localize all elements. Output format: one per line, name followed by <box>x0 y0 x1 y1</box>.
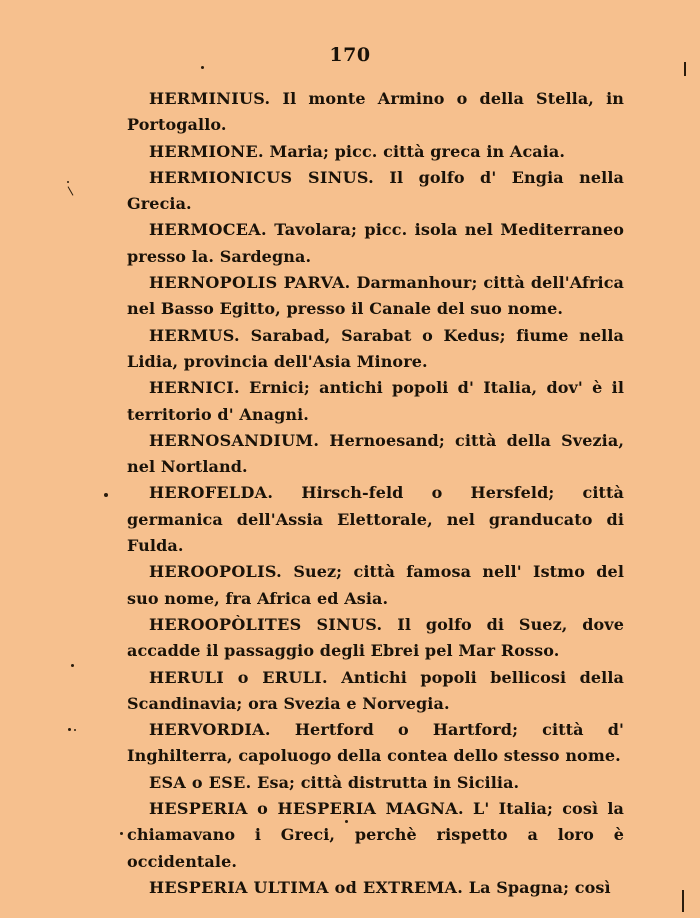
headword: HERNICI. <box>149 378 240 398</box>
headword: HEROOPOLIS. <box>149 562 283 582</box>
entry-text: Tavolara; picc. isola nel Mediterraneo presso la. Sardegna. <box>127 220 624 266</box>
entry-text: Il golfo di Suez, dove accadde il passaggio degli Ebrei pel Mar Rosso. <box>127 614 624 661</box>
headword: HESPERIA ULTIMA od EXTREMA. <box>149 877 464 897</box>
entry-text: Darmanhour; città dell'Africa nel Basso Egitto, presso il Canale del suo nome. <box>127 273 624 319</box>
entry-text: Ernici; antichi popoli d' Italia, dov' è il territorio d' Anagni. <box>127 378 624 424</box>
entry-hesperia-magna <box>127 796 624 875</box>
entry-text: Hirsch-feld o Hersfeld; città germanica dell'Assia Elettorale, nel granducato di Fulda. <box>127 483 624 556</box>
scan-speck <box>201 66 204 69</box>
headword: HERNOSANDIUM. <box>149 430 320 450</box>
entry-hernici <box>127 375 624 428</box>
entry-text: Suez; città famosa nell' Istmo del suo nome, fra Africa ed Asia. <box>127 562 624 608</box>
scan-edge-mark <box>684 62 686 76</box>
entry-esa <box>127 770 624 796</box>
entry-text: Sarabad, Sarabat o Kedus; fiume nella Lidia, provincia dell'Asia Minore. <box>127 325 624 371</box>
entry-hernopolis-parva <box>127 270 624 323</box>
entry-heruli <box>127 665 624 718</box>
dictionary-entries <box>127 86 624 901</box>
entry-hermocea <box>127 217 624 270</box>
entry-text: Esa; città distrutta in Sicilia. <box>251 772 520 792</box>
scan-edge-mark <box>682 890 684 912</box>
entry-text: La Spagna; così <box>463 877 611 897</box>
entry-herminius <box>127 86 624 139</box>
entry-text: L' Italia; così la chiamavano i Greci, perchè rispetto a loro è occidentale. <box>127 799 624 871</box>
scan-speck <box>345 820 348 823</box>
scan-speck <box>120 832 123 835</box>
scan-speck <box>71 664 74 667</box>
headword: HERNOPOLIS PARVA. <box>149 273 351 293</box>
scan-edge-mark <box>68 186 74 195</box>
headword: HERMIONICUS SINUS. <box>149 167 374 187</box>
entry-text: Hertford o Hartford; città d' Inghilterra, capoluogo della contea dello stesso nome. <box>127 720 624 766</box>
headword: HEROFELDA. <box>149 483 274 503</box>
scan-speck <box>74 729 76 731</box>
entry-herofelda <box>127 480 624 559</box>
headword: HESPERIA o HESPERIA MAGNA. <box>149 799 464 819</box>
headword: HERMIONE. <box>149 141 264 161</box>
scan-speck <box>67 181 69 183</box>
entry-hernosandium <box>127 428 624 481</box>
headword: HERMOCEA. <box>149 220 267 240</box>
entry-hervordia <box>127 717 624 770</box>
headword: HERVORDIA. <box>149 720 271 740</box>
scan-speck <box>104 493 108 497</box>
entry-hermionicus-sinus <box>127 165 624 218</box>
headword: HERULI o ERULI. <box>149 667 328 687</box>
headword: HEROOPÒLITES SINUS. <box>149 614 383 634</box>
page-number: 170 <box>329 44 371 66</box>
entry-hermus <box>127 323 624 376</box>
entry-text: Il monte Armino o della Stella, in Portogallo. <box>127 89 624 135</box>
entry-hesperia-ultima <box>127 875 624 901</box>
entry-heroopolites-sinus <box>127 612 624 665</box>
entry-text: Maria; picc. città greca in Acaia. <box>263 141 566 161</box>
entry-hermione <box>127 139 624 165</box>
entry-text: Hernoesand; città della Svezia, nel Nortland. <box>127 430 624 477</box>
headword: HERMINIUS. <box>149 89 271 108</box>
entry-heroopolis <box>127 559 624 612</box>
entry-text: Il golfo d' Engia nella Grecia. <box>127 167 624 214</box>
headword: ESA o ESE. <box>149 772 252 792</box>
headword: HERMUS. <box>149 325 240 345</box>
scan-speck <box>68 728 71 731</box>
entry-text: Antichi popoli bellicosi della Scandinavia; ora Svezia e Norvegia. <box>127 667 625 713</box>
